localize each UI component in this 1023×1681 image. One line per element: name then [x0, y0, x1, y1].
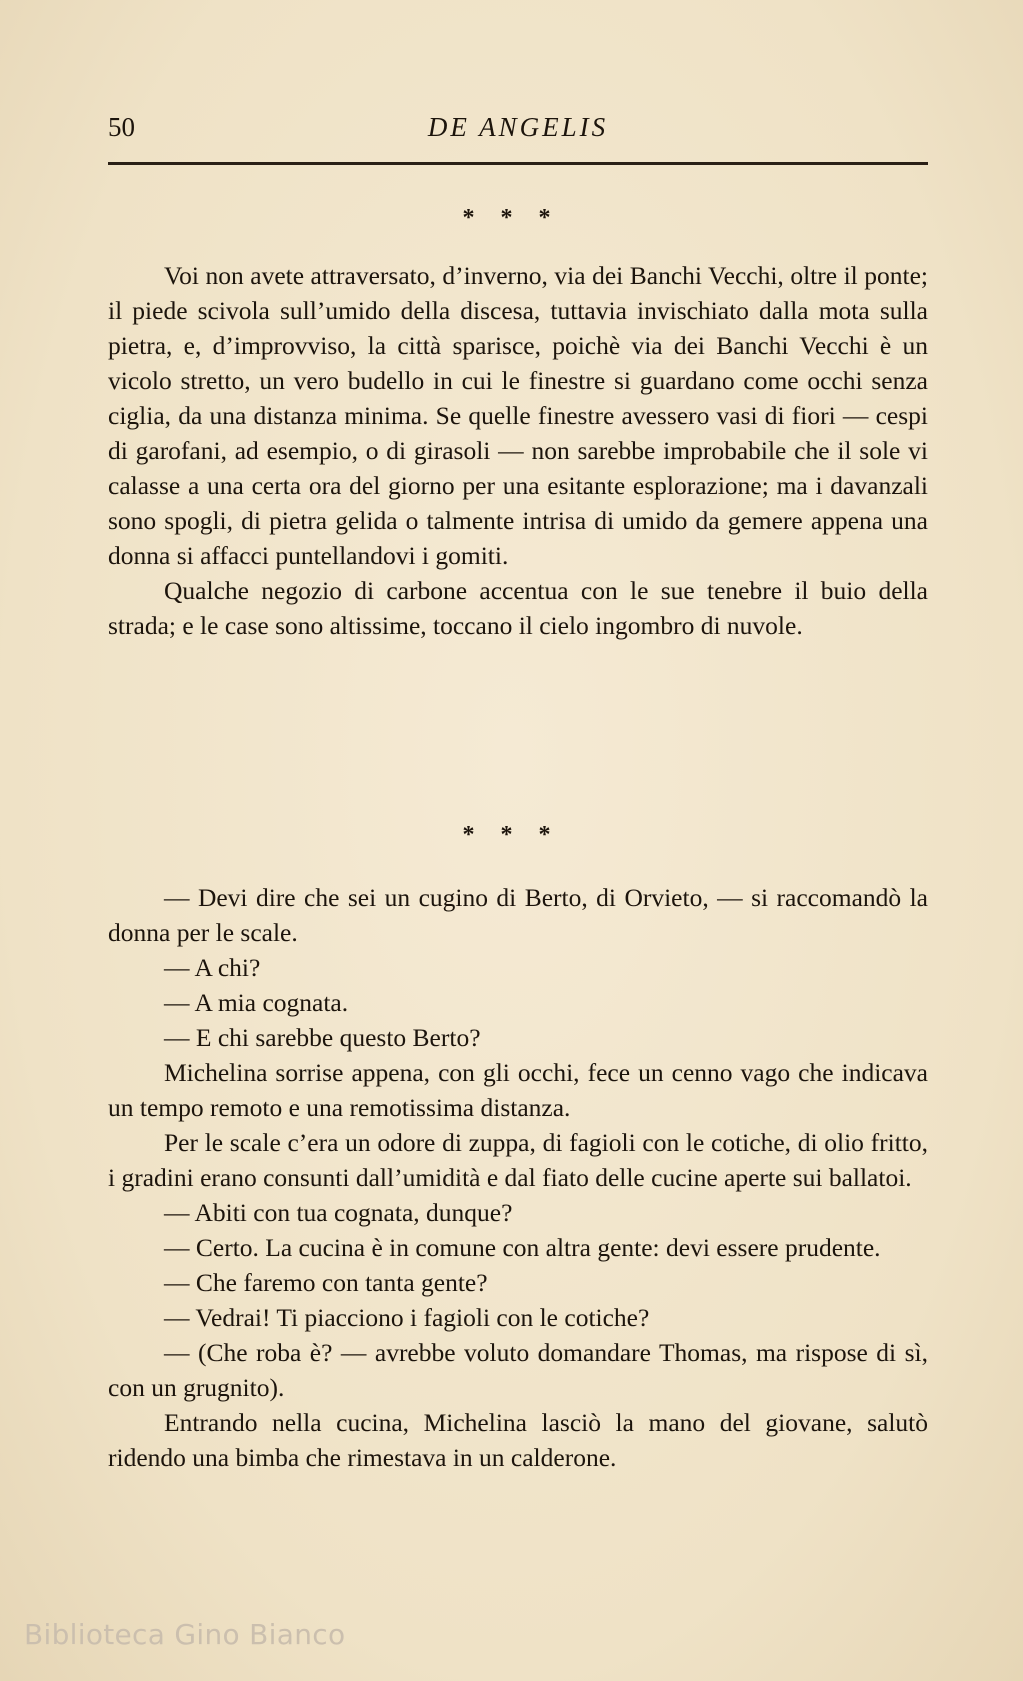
- paragraph: — A mia cognata.: [164, 988, 349, 1017]
- section-1-text: [108, 258, 928, 643]
- paragraph: Michelina sorrise appena, con gli occhi, fece un cenno vago che indicava un tempo remoto e una remotissima distanza.: [108, 1058, 928, 1122]
- paragraph: — Abiti con tua cognata, dunque?: [164, 1198, 513, 1227]
- paragraph: — (Che roba è? — avrebbe voluto domandare Thomas, ma rispose di sì, con un grugnito).: [108, 1338, 928, 1402]
- paragraph: — E chi sarebbe questo Berto?: [164, 1023, 481, 1052]
- library-watermark: Biblioteca Gino Bianco: [24, 1618, 346, 1651]
- page-header: [108, 112, 928, 152]
- paragraph: Entrando nella cucina, Michelina lasciò la mano del giovane, salutò ridendo una bimba che rimestava in un calderone.: [108, 1408, 928, 1472]
- paragraph: Voi non avete attraversato, d’inverno, via dei Banchi Vecchi, oltre il ponte; il piede scivola sull’umido della discesa, tuttavia invischiato dalla mota sulla pietra, e, d’improvviso, la città sparisce, poichè via dei Banchi Vecchi è un vicolo stretto, un vero budello in cui le finestre si guardano come occhi senza ciglia, da una distanza minima. Se quelle finestre avessero vasi di fiori — cespi di garofani, ad esempio, o di girasoli — non sarebbe improbabile che il sole vi calasse a una certa ora del giorno per una esitante esplorazione; ma i davanzali sono spogli, di pietra gelida o talmente intrisa di umido da gemere appena una donna si affacci puntellandovi i gomiti.: [108, 261, 928, 570]
- section-separator-1: * * *: [462, 205, 561, 231]
- page-number: 50: [108, 112, 135, 142]
- paragraph: — Che faremo con tanta gente?: [164, 1268, 488, 1297]
- running-title: DE ANGELIS: [427, 112, 609, 142]
- paragraph: — Devi dire che sei un cugino di Berto, di Orvieto, — si raccomandò la donna per le scale.: [108, 883, 928, 947]
- paragraph: Per le scale c’era un odore di zuppa, di fagioli con le cotiche, di olio fritto, i gradini erano consunti dall’umidità e dal fiato delle cucine aperte sui ballatoi.: [108, 1128, 928, 1192]
- paragraph: — Vedrai! Ti piacciono i fagioli con le cotiche?: [164, 1303, 650, 1332]
- section-2-text: [108, 880, 928, 1475]
- paragraph: — A chi?: [164, 953, 261, 982]
- header-rule: [108, 162, 928, 165]
- paragraph: — Certo. La cucina è in comune con altra gente: devi essere prudente.: [164, 1233, 881, 1262]
- section-separator-2: * * *: [462, 822, 561, 848]
- paragraph: Qualche negozio di carbone accentua con le sue tenebre il buio della strada; e le case sono altissime, toccano il cielo ingombro di nuvole.: [108, 576, 928, 640]
